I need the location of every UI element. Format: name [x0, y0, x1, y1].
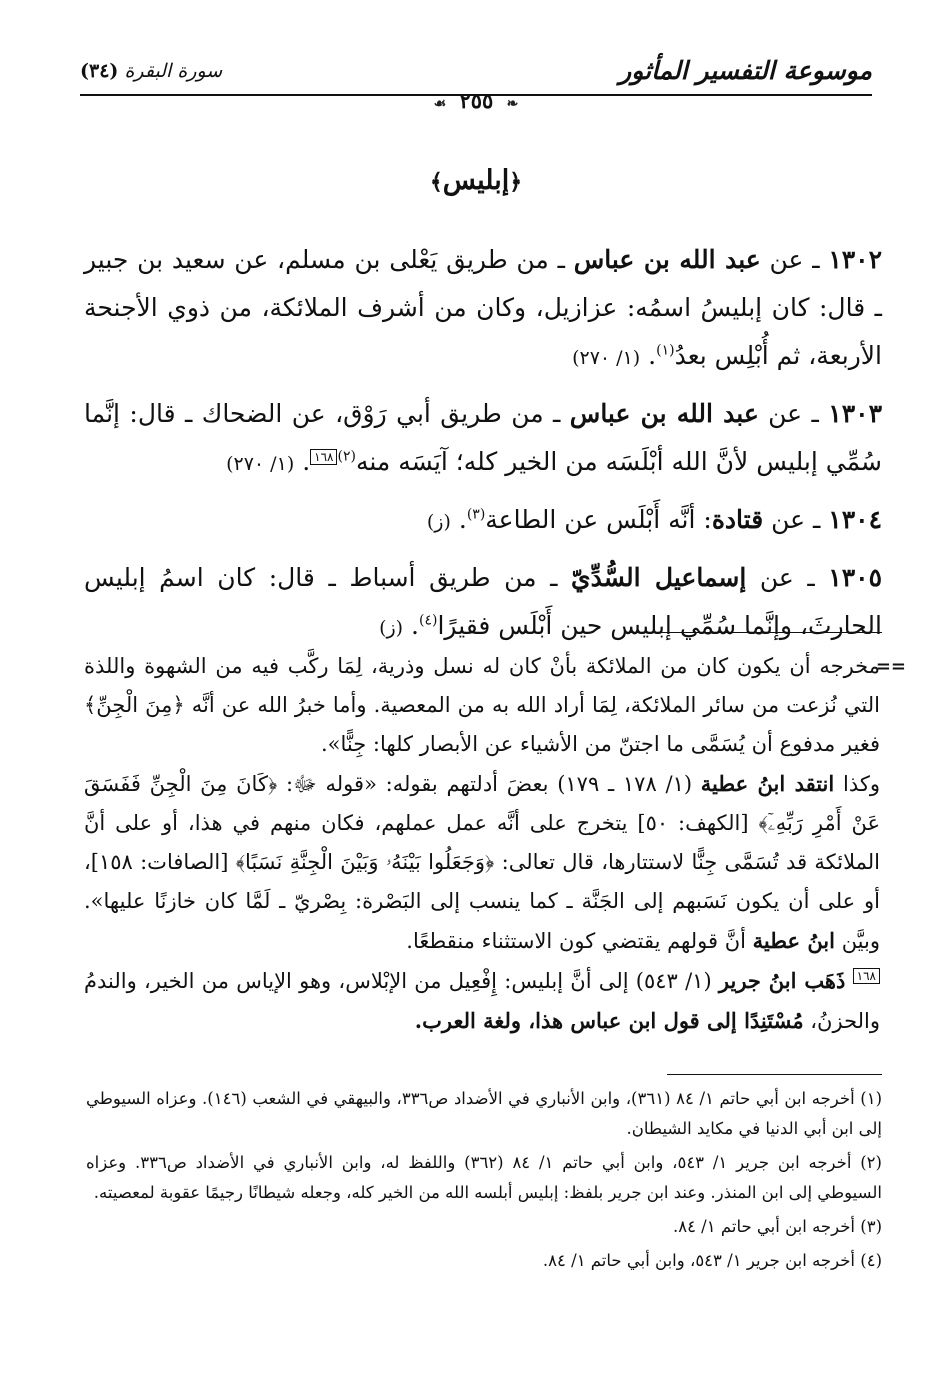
narration-text: عن — [769, 245, 804, 274]
narration-number: ١٣٠٤ — [828, 505, 882, 534]
footnote: (٤) أخرجه ابن جرير ١/ ٥٤٣، وابن أبي حاتم ١/ ٨٤. — [542, 1251, 882, 1270]
commentary-number-tag: ١٦٨ — [853, 968, 880, 984]
commentary-paragraph — [84, 764, 880, 961]
footnote: (١) أخرجه ابن أبي حاتم ١/ ٨٤ (٣٦١)، وابن الأنباري في الأضداد ص٣٣٦، والبيهقي في الشعب (١٤٦). وعزاه السيوطي إلى ابن أبي الدنيا في مكايد الشيطان. — [86, 1089, 882, 1138]
ornate-bracket-close-icon: ﴾ — [429, 169, 443, 195]
narration-text: عن — [759, 563, 794, 592]
commentary-text: أنَّ قولهم يقتضي كون الاستثناء منقطعًا. — [406, 929, 746, 953]
commentary-text: (١/ ٥٤٣) إلى أنَّ إبليس: إِفْعِيل من الإبْلاس، وهو الإياس من الخير، والندمُ والحزنُ، — [84, 969, 880, 1033]
footnote-marker[interactable]: (١) — [656, 342, 675, 359]
scholar-name: ذَهَب ابنُ جرير — [718, 968, 846, 993]
ornament-right-icon: ❧ — [506, 96, 519, 112]
footnote-marker[interactable]: (٣) — [466, 506, 486, 523]
narration-text: ـ من طريق يَعْلى بن مسلم، عن سعيد بن جبير ـ قال: كان إبليسُ اسمُه: عزازيل، وكان من أشرف الملائكة، من ذوي الأجنحة الأربعة، ثم أُبْلِس بعدُ — [84, 245, 882, 370]
source-reference: (١/ ٢٧٠) — [572, 347, 641, 369]
narration-number: ١٣٠٣ — [828, 399, 882, 428]
section-title — [0, 165, 952, 196]
narration-number: ١٣٠٢ — [828, 245, 883, 274]
footnote-marker[interactable]: (٤) — [419, 612, 438, 629]
page-number: ٢٥٥ — [459, 88, 494, 113]
narrator-name: عبد الله بن عباس — [573, 245, 761, 274]
footnote-marker[interactable]: (٢) — [337, 448, 356, 465]
narration-entry: ١٣٠٥ ـ عن إسماعيل السُّدِّيّ ـ من طريق أسباط ـ قال: كان اسمُ إبليس الحارثَ، وإنَّما سُمِّي إبليس حين أَبْلَس فقيرًا$^{(٤)}$. (ز) — [84, 563, 883, 640]
source-reference: (١/ ٢٧٠) — [226, 453, 295, 475]
narration-text: : أنَّه أَبْلَس عن الطاعة — [485, 505, 712, 534]
page-number-line — [80, 88, 872, 113]
narrator-name: قتادة — [711, 505, 764, 534]
scholar-name: ابنُ عطية — [752, 928, 835, 953]
verse-number: (٣٤) — [80, 60, 119, 82]
ornament-left-icon: ☙ — [433, 96, 447, 112]
surah-label — [80, 60, 222, 82]
narrations — [84, 236, 882, 660]
narration-text: ـ من طريق أسباط ـ قال: كان اسمُ إبليس الحارثَ، وإنَّما سُمِّي إبليس حين أَبْلَس فقيرًا — [84, 563, 882, 640]
commentary-paragraph: مخرجه أن يكون كان من الملائكة بأنْ كان له نسل وذرية، لِمَا ركَّب فيه من الشهوة واللذة التي نُزعت من سائر الملائكة، لِمَا أراد الله به من المعصية. وأما خبرُ الله عن أنَّه ﴿مِنَ الْجِنِّ﴾ فغير مدفوع أن يُسَمَّى ما اجتنّ من الأشياء عن الأبصار كلها: جِنًّا». — [84, 654, 880, 756]
commentary-text: (١/ ١٧٨ ـ ١٧٩) بعضَ أدلتهم بقوله: «قوله ﷻ: ﴿كَانَ مِنَ الْجِنِّ فَفَسَقَ عَنْ أَمْرِ رَبِّهِۦٓ﴾ [الكهف: ٥٠] يتخرج على أنَّه عمل عملهم، فكان منهم في هذا، أو على أنَّ الملائكة قد تُسَمَّى جِنًّا لاستتارها، قال تعالى: ﴿وَجَعَلُوا بَيْنَهُۥ وَبَيْنَ الْجِنَّةِ نَسَبًا﴾ [الصافات: ١٥٨]، أو على أن يكون نَسَبهم إلى الجَنَّة ـ كما ينسب إلى البَصْرة: بِصْريّ ـ لَمَّا كان خازنًا عليها». وبيَّن — [84, 772, 880, 953]
footnote: (٢) أخرجه ابن جرير ١/ ٥٤٣، وابن أبي حاتم ١/ ٨٤ (٣٦٢) واللفظ له، وابن الأنباري في الأضداد ص٣٣٦. وعزاه السيوطي إلى ابن المنذر. وعند ابن جرير بلفظ: إبليس أبلسه الله من الخير كله، وجعله شيطانًا رجيمًا عقوبة لمعصيته. — [86, 1153, 882, 1202]
header-rule — [80, 94, 872, 96]
narration-entry: ١٣٠٤ ـ عن قتادة: أنَّه أَبْلَس عن الطاعة$^{(٣)}$. (ز) — [426, 505, 882, 534]
ornate-bracket-open-icon: ﴿ — [509, 169, 523, 195]
footnotes — [86, 1084, 882, 1280]
commentary-paragraph — [84, 961, 880, 1041]
surah-name: سورة البقرة — [124, 60, 223, 82]
section-title-text: إبليس — [442, 165, 510, 196]
source-reference: (ز) — [426, 511, 451, 533]
narrator-name: إسماعيل السُّدِّيّ — [571, 563, 747, 592]
narration-text: عن — [768, 399, 803, 428]
footnote-separator — [667, 1074, 882, 1075]
commentary-link-tag[interactable]: ١٦٨ — [310, 449, 337, 465]
continuation-mark: == — [875, 656, 906, 677]
narration-entry: ١٣٠٢ ـ عن عبد الله بن عباس ـ من طريق يَعْلى بن مسلم، عن سعيد بن جبير ـ قال: كان إبليسُ اسمُه: عزازيل، وكان من أشرف الملائكة، من ذوي الأجنحة الأربعة، ثم أُبْلِس بعدُ$^{(١)}$. (١/ ٢٧٠) — [84, 245, 883, 370]
footnote: (٣) أخرجه ابن أبي حاتم ١/ ٨٤. — [672, 1217, 882, 1236]
commentary-text: وكذا — [842, 772, 880, 796]
running-header — [80, 52, 872, 113]
narration-end: . — [411, 611, 419, 640]
commentary — [84, 647, 906, 1041]
commentary-separator — [628, 632, 882, 633]
narration-end: . — [458, 505, 467, 534]
narration-text: عن — [771, 505, 806, 534]
narrator-name: عبد الله بن عباس — [569, 399, 759, 428]
book-title: موسوعة التفسير المأثور — [619, 56, 872, 85]
source-reference: (ز) — [379, 617, 404, 639]
narration-end: . — [302, 447, 311, 476]
narration-number: ١٣٠٥ — [828, 563, 883, 592]
scholar-name: انتقد ابنُ عطية — [700, 771, 835, 796]
narration-end: . — [648, 341, 657, 370]
commentary-conclusion: مُسْتَنِدًا إلى قول ابن عباس هذا، ولغة العرب. — [414, 1008, 804, 1033]
narration-entry: ١٣٠٣ ـ عن عبد الله بن عباس ـ من طريق أبي رَوْق، عن الضحاك ـ قال: إنَّما سُمِّي إبليس لأنَّ الله أبْلَسَه من الخير كله؛ آيَسَه منه$^{(٢)}$١٦٨. (١/ ٢٧٠) — [84, 399, 882, 476]
narration-text: ـ من طريق أبي رَوْق، عن الضحاك ـ قال: إنَّما سُمِّي إبليس لأنَّ الله أبْلَسَه من الخير كله؛ آيَسَه منه — [84, 399, 882, 476]
